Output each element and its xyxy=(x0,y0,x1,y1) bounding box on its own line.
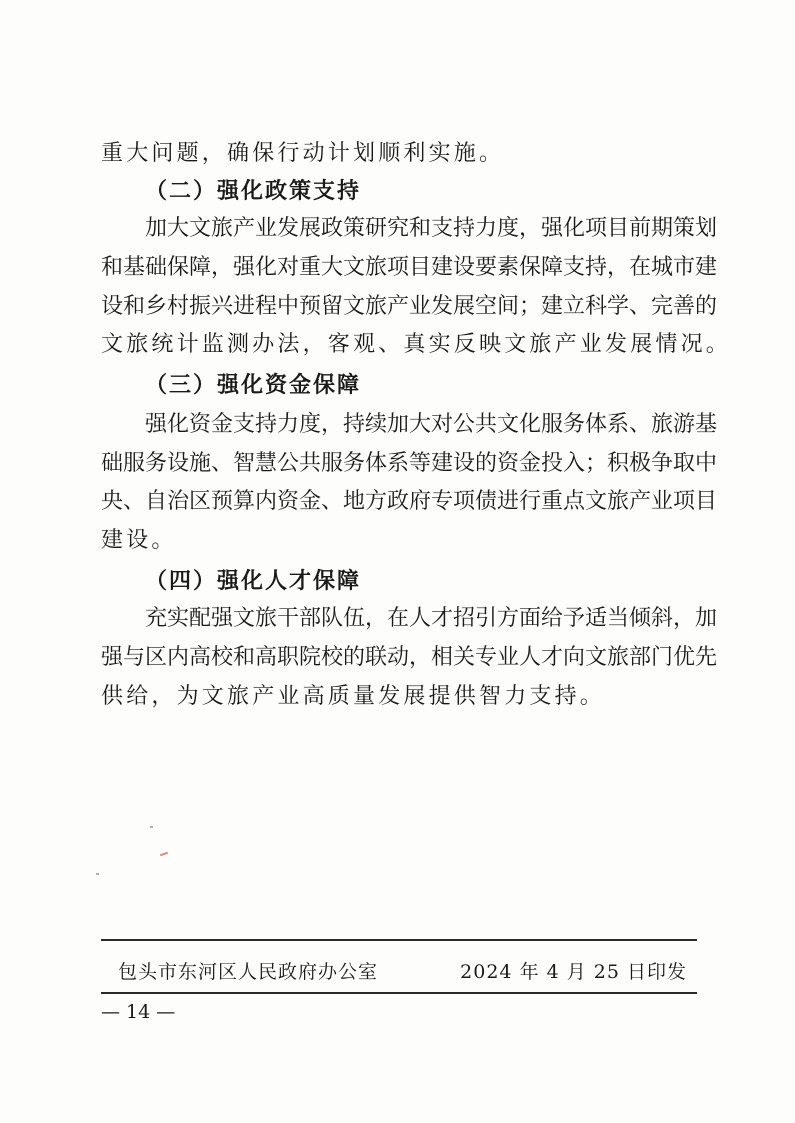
paragraph-line: 础服务设施、智慧公共服务体系等建设的资金投入；积极争取中 xyxy=(101,451,718,476)
paragraph-line: 央、自治区预算内资金、地方政府专项债进行重点文旅产业项目 xyxy=(101,489,718,514)
footer-top-rule xyxy=(101,939,697,941)
footer-bottom-rule xyxy=(101,992,697,994)
paragraph-line: 供给，为文旅产业高质量发展提供智力支持。 xyxy=(101,684,606,709)
footer-issue-date: 2024 年 4 月 25 日印发 xyxy=(460,961,687,983)
section-heading-talent: （四）强化人才保障 xyxy=(145,568,362,594)
section-heading-policy: （二）强化政策支持 xyxy=(145,178,362,204)
paragraph-line: 和基础保障，强化对重大文旅项目建设要素保障支持，在城市建 xyxy=(101,255,718,280)
paragraph-line: 设和乡村振兴进程中预留文旅产业发展空间；建立科学、完善的 xyxy=(101,294,718,319)
paragraph-line: 重大问题，确保行动计划顺利实施。 xyxy=(101,141,505,166)
scan-speck xyxy=(96,873,99,875)
paragraph-line: 加大文旅产业发展政策研究和支持力度，强化项目前期策划 xyxy=(145,216,718,241)
section-heading-funding: （三）强化资金保障 xyxy=(145,372,362,398)
paragraph-line: 强化资金支持力度，持续加大对公共文化服务体系、旅游基 xyxy=(145,412,718,437)
footer-issuer: 包头市东河区人民政府办公室 xyxy=(118,961,379,983)
paragraph-line: 文旅统计监测办法，客观、真实反映文旅产业发展情况。 xyxy=(101,332,732,357)
paragraph-line: 充实配强文旅干部队伍，在人才招引方面给予适当倾斜，加 xyxy=(145,606,718,631)
scan-speck xyxy=(160,852,168,857)
paragraph-line: 建设。 xyxy=(101,528,177,553)
page-number: — 14 — xyxy=(101,1001,176,1023)
scan-speck xyxy=(150,826,153,828)
paragraph-line: 强与区内高校和高职院校的联动，相关专业人才向文旅部门优先 xyxy=(101,645,718,670)
